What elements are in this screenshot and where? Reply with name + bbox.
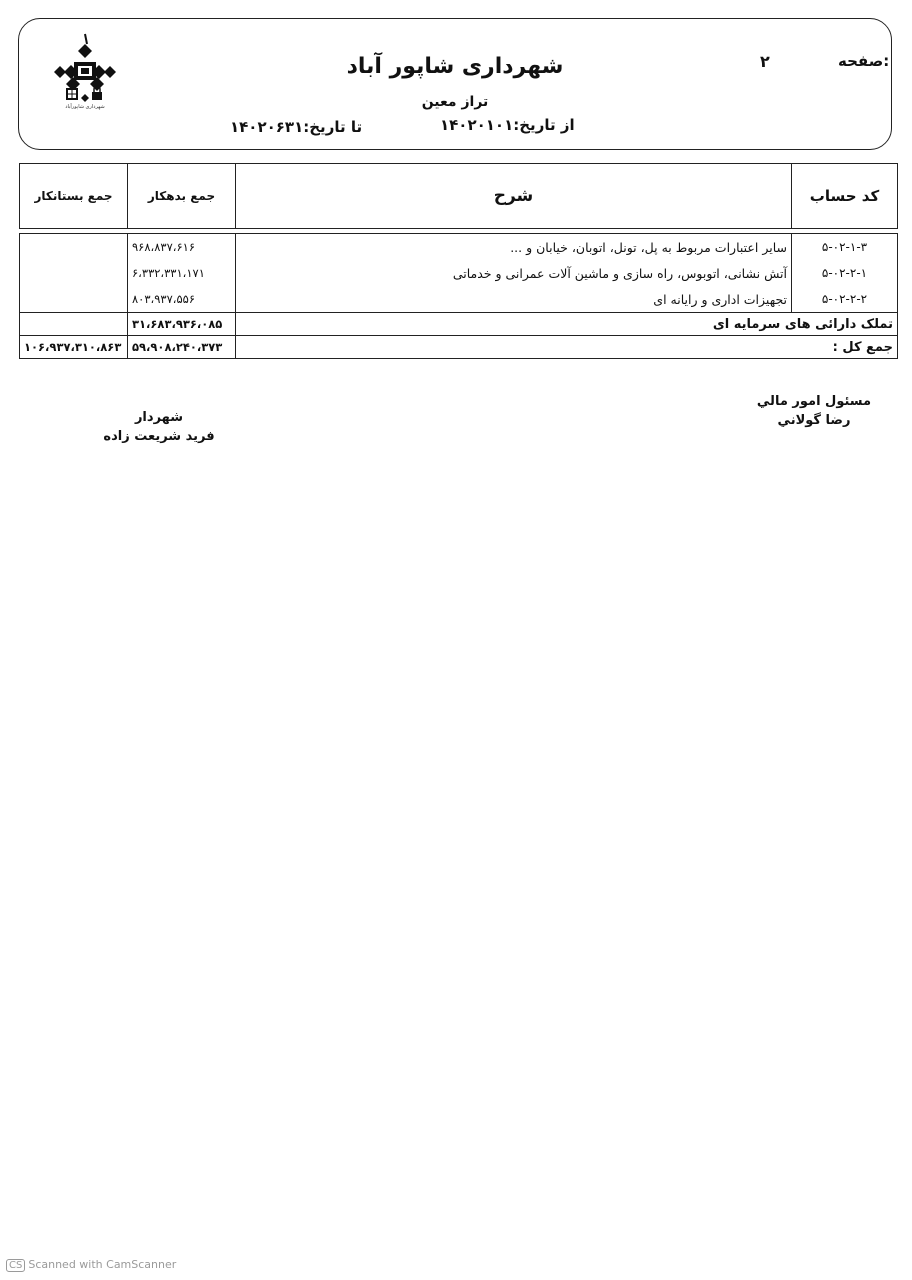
scanner-watermark bbox=[6, 1258, 176, 1272]
table-row bbox=[20, 234, 898, 261]
scanner-text: Scanned with CamScanner bbox=[28, 1258, 177, 1271]
finance-signature bbox=[744, 392, 884, 430]
mayor-name: فرید شریعت زاده bbox=[103, 429, 215, 444]
row-debit: ۹۶۸،۸۳۷،۶۱۶ bbox=[128, 234, 236, 261]
header-debit: جمع بدهکار bbox=[128, 164, 236, 229]
row-credit bbox=[20, 234, 128, 261]
row-debit: ۶،۳۳۲،۳۳۱،۱۷۱ bbox=[128, 260, 236, 286]
row-description: آتش نشانی، اتوبوس، راه سازی و ماشین آلات عمرانی و خدماتی bbox=[236, 260, 792, 286]
subtotal-row bbox=[20, 313, 898, 336]
page-label: صفحه: bbox=[838, 52, 890, 70]
row-credit bbox=[20, 260, 128, 286]
date-to: تا تاریخ:۱۴۰۲۰۶۳۱ bbox=[230, 118, 363, 136]
header-credit: جمع بستانکار bbox=[20, 164, 128, 229]
grand-total-row bbox=[20, 336, 898, 359]
page-number: ۲ bbox=[760, 52, 770, 71]
document-title: شهرداری شاپور آباد bbox=[346, 54, 564, 79]
row-account-code: ۵-۰۲-۱-۳ bbox=[792, 234, 898, 261]
grand-total-credit: ۱۰۶،۹۳۷،۳۱۰،۸۶۳ bbox=[20, 336, 128, 359]
finance-title: مسئول امور مالي bbox=[756, 394, 872, 409]
row-account-code: ۵-۰۲-۲-۲ bbox=[792, 286, 898, 313]
table-row bbox=[20, 260, 898, 286]
date-from: از تاریخ:۱۴۰۲۰۱۰۱ bbox=[440, 116, 575, 134]
table-header-row bbox=[20, 164, 898, 229]
row-debit: ۸۰۳،۹۳۷،۵۵۶ bbox=[128, 286, 236, 313]
row-credit bbox=[20, 286, 128, 313]
document-subtitle: تراز معین bbox=[421, 94, 489, 110]
mayor-title: شهردار bbox=[134, 410, 184, 425]
subtotal-debit: ۳۱،۶۸۳،۹۳۶،۰۸۵ bbox=[128, 313, 236, 336]
ledger-table bbox=[19, 163, 897, 359]
row-account-code: ۵-۰۲-۲-۱ bbox=[792, 260, 898, 286]
mayor-signature bbox=[84, 408, 234, 446]
header-account-code: کد حساب bbox=[792, 164, 898, 229]
table-row bbox=[20, 286, 898, 313]
grand-total-debit: ۵۹،۹۰۸،۲۴۰،۳۷۳ bbox=[128, 336, 236, 359]
grand-total-label: جمع کل : bbox=[236, 336, 898, 359]
row-description: سایر اعتبارات مربوط به پل، تونل، اتوبان، خیابان و ... bbox=[236, 234, 792, 261]
finance-name: رضا گولاني bbox=[777, 413, 851, 428]
header-description: شرح bbox=[236, 164, 792, 229]
camscanner-logo-icon: CS bbox=[6, 1259, 25, 1272]
subtotal-credit bbox=[20, 313, 128, 336]
subtotal-label: تملک دارائی های سرمایه ای bbox=[236, 313, 898, 336]
logo-caption: شهرداری شاپورآباد bbox=[65, 104, 105, 110]
row-description: تجهیزات اداری و رایانه ای bbox=[236, 286, 792, 313]
